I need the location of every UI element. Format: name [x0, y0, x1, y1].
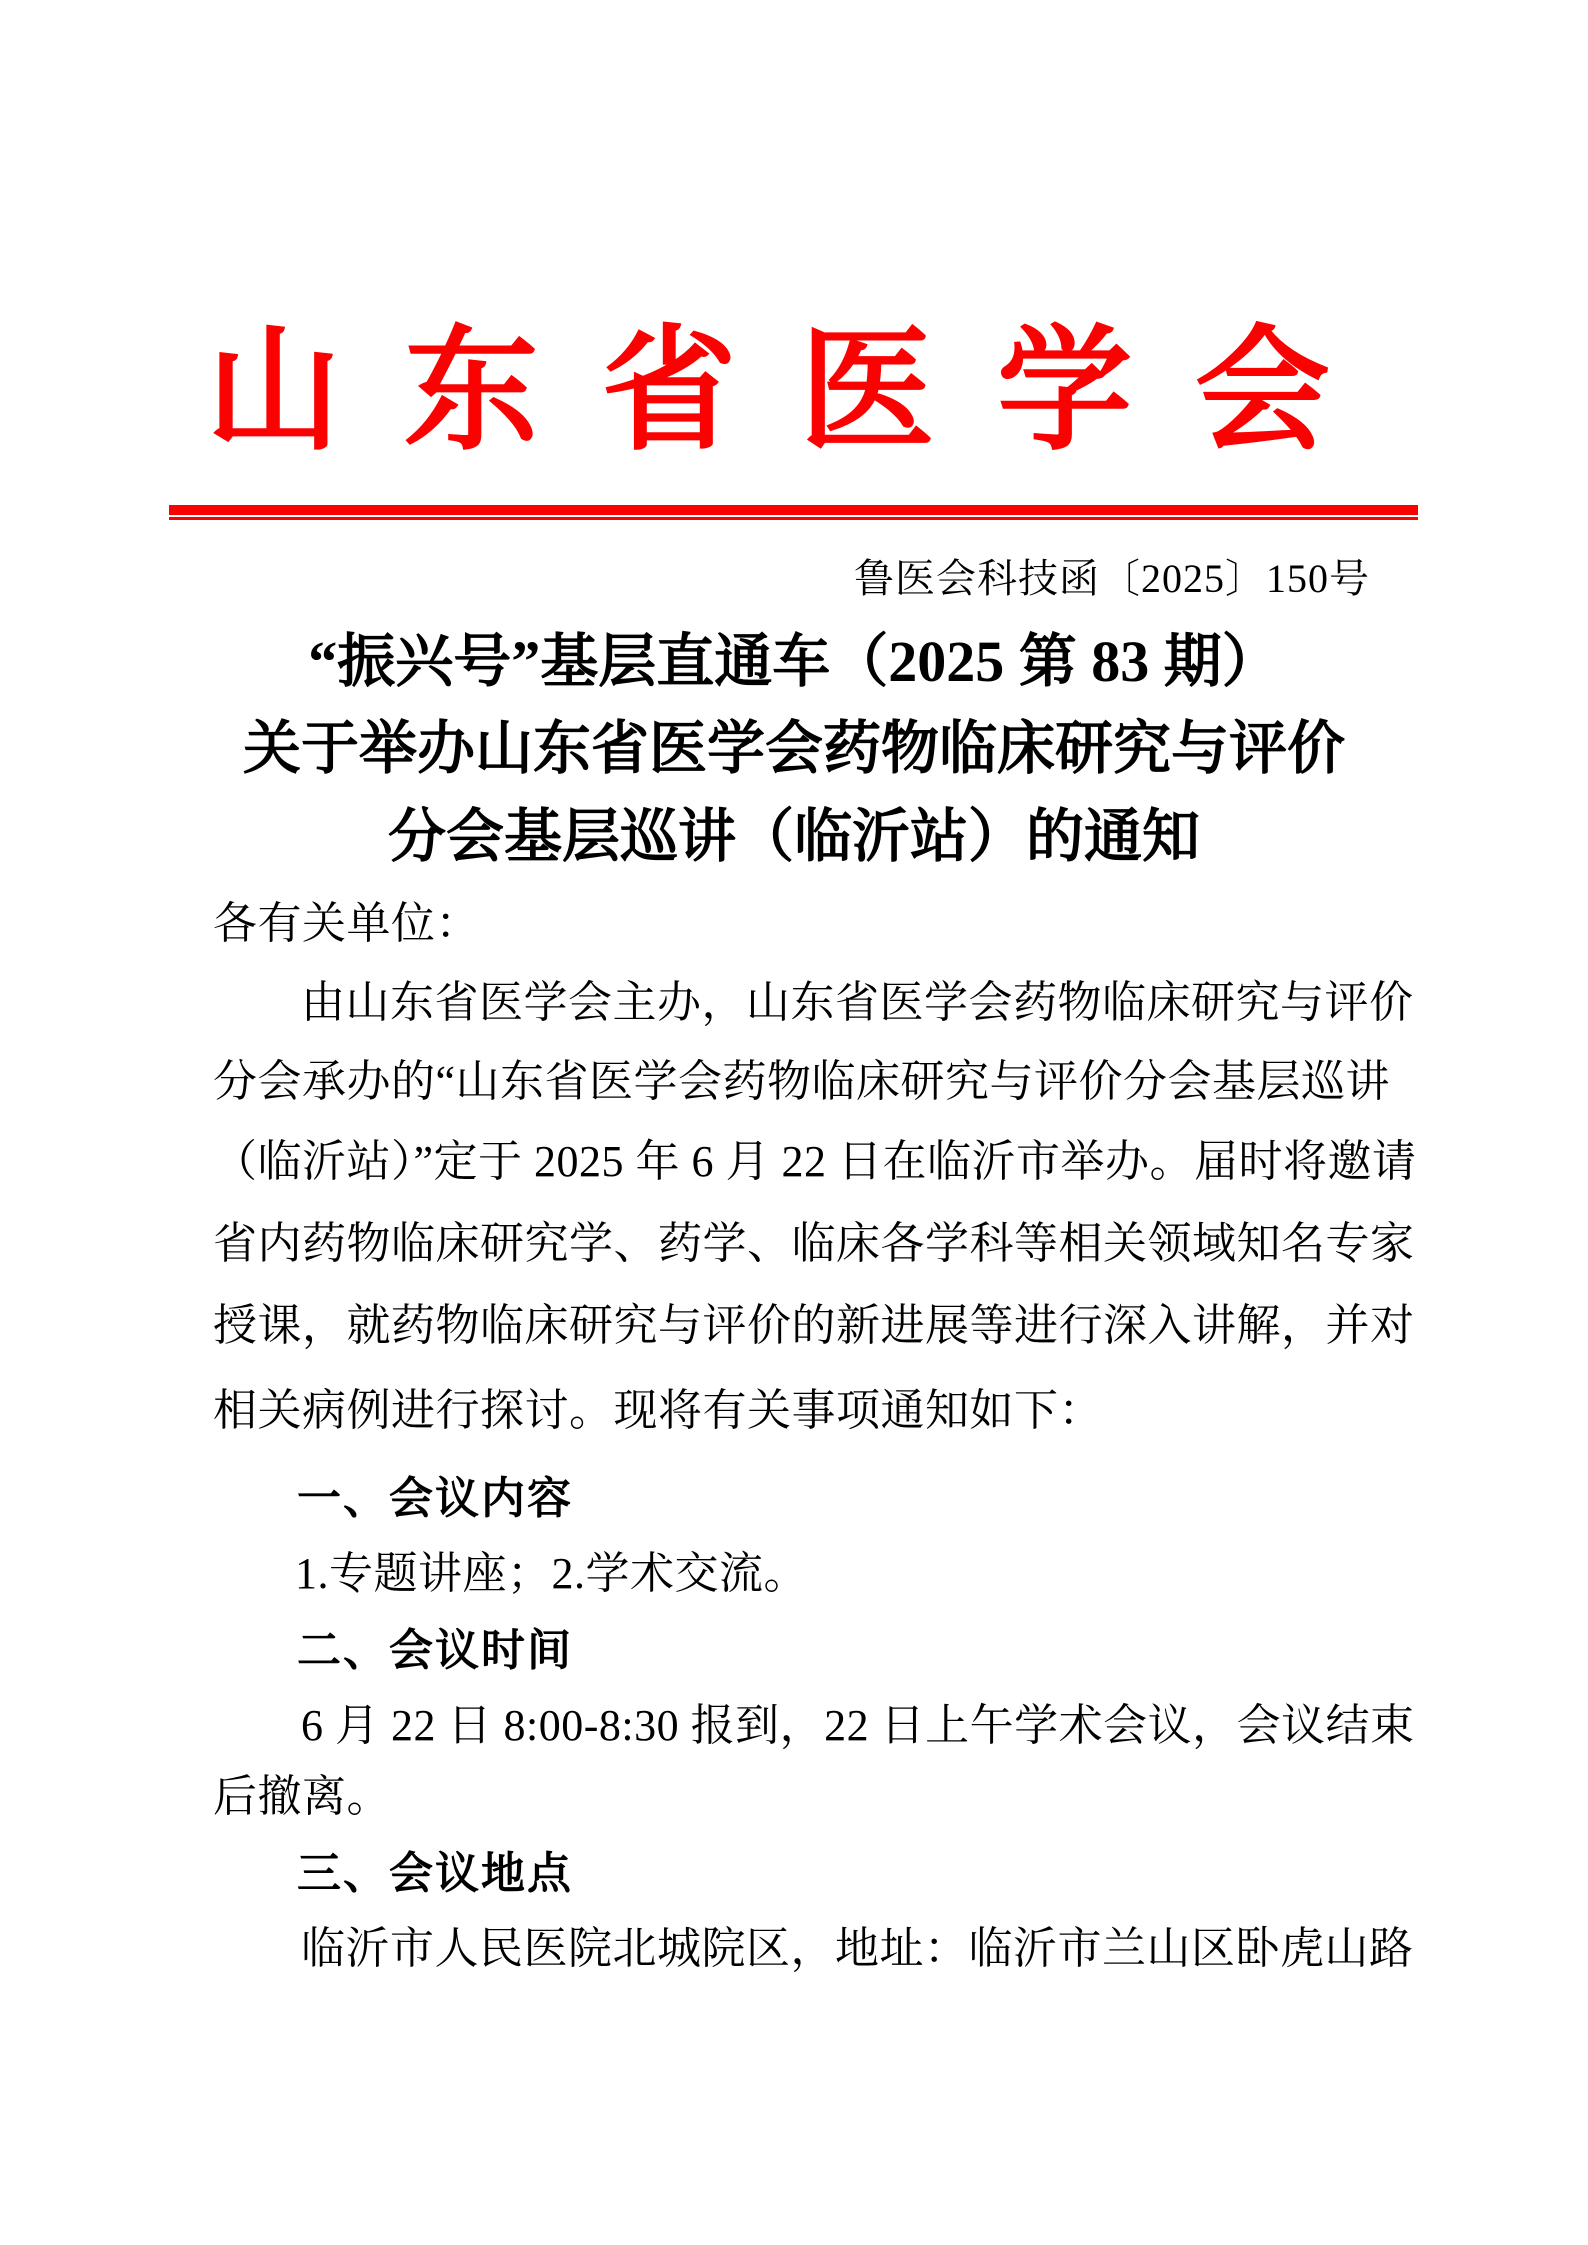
intro-line-3: （临沂站）”定于 2025 年 6 月 22 日在临沂市举办。届时将邀请 [213, 1137, 1417, 1186]
intro-line-6: 相关病例进行探讨。现将有关事项通知如下： [213, 1386, 1103, 1435]
org-name-masthead: 山 东 省 医 学 会 [206, 318, 1332, 467]
section-2-heading: 二、会议时间 [297, 1626, 573, 1675]
notice-title-line-2: 关于举办山东省医学会药物临床研究与评价 [242, 716, 1345, 781]
notice-title-line-1: “振兴号”基层直通车（2025 第 83 期） [308, 629, 1280, 694]
red-divider-rule [169, 505, 1418, 515]
section-2-content-line-2: 后撤离。 [213, 1772, 391, 1821]
section-2-content-line-1: 6 月 22 日 8:00-8:30 报到，22 日上午学术会议，会议结束 [301, 1701, 1415, 1750]
intro-line-2: 分会承办的“山东省医学会药物临床研究与评价分会基层巡讲 [213, 1057, 1391, 1106]
section-1-heading: 一、会议内容 [297, 1474, 573, 1523]
section-1-content: 1.专题讲座；2.学术交流。 [295, 1549, 808, 1598]
section-3-heading: 三、会议地点 [297, 1849, 573, 1898]
salutation-line: 各有关单位： [213, 899, 480, 948]
notice-title-line-3: 分会基层巡讲（临沂站）的通知 [387, 804, 1200, 869]
intro-line-5: 授课，就药物临床研究与评价的新进展等进行深入讲解，并对 [213, 1301, 1415, 1350]
intro-line-1: 由山东省医学会主办，山东省医学会药物临床研究与评价 [301, 978, 1414, 1027]
intro-line-4: 省内药物临床研究学、药学、临床各学科等相关领域知名专家 [213, 1219, 1415, 1268]
section-3-content: 临沂市人民医院北城院区，地址：临沂市兰山区卧虎山路 [301, 1924, 1414, 1973]
doc-reference-number: 鲁医会科技函〔2025〕150号 [854, 556, 1370, 601]
